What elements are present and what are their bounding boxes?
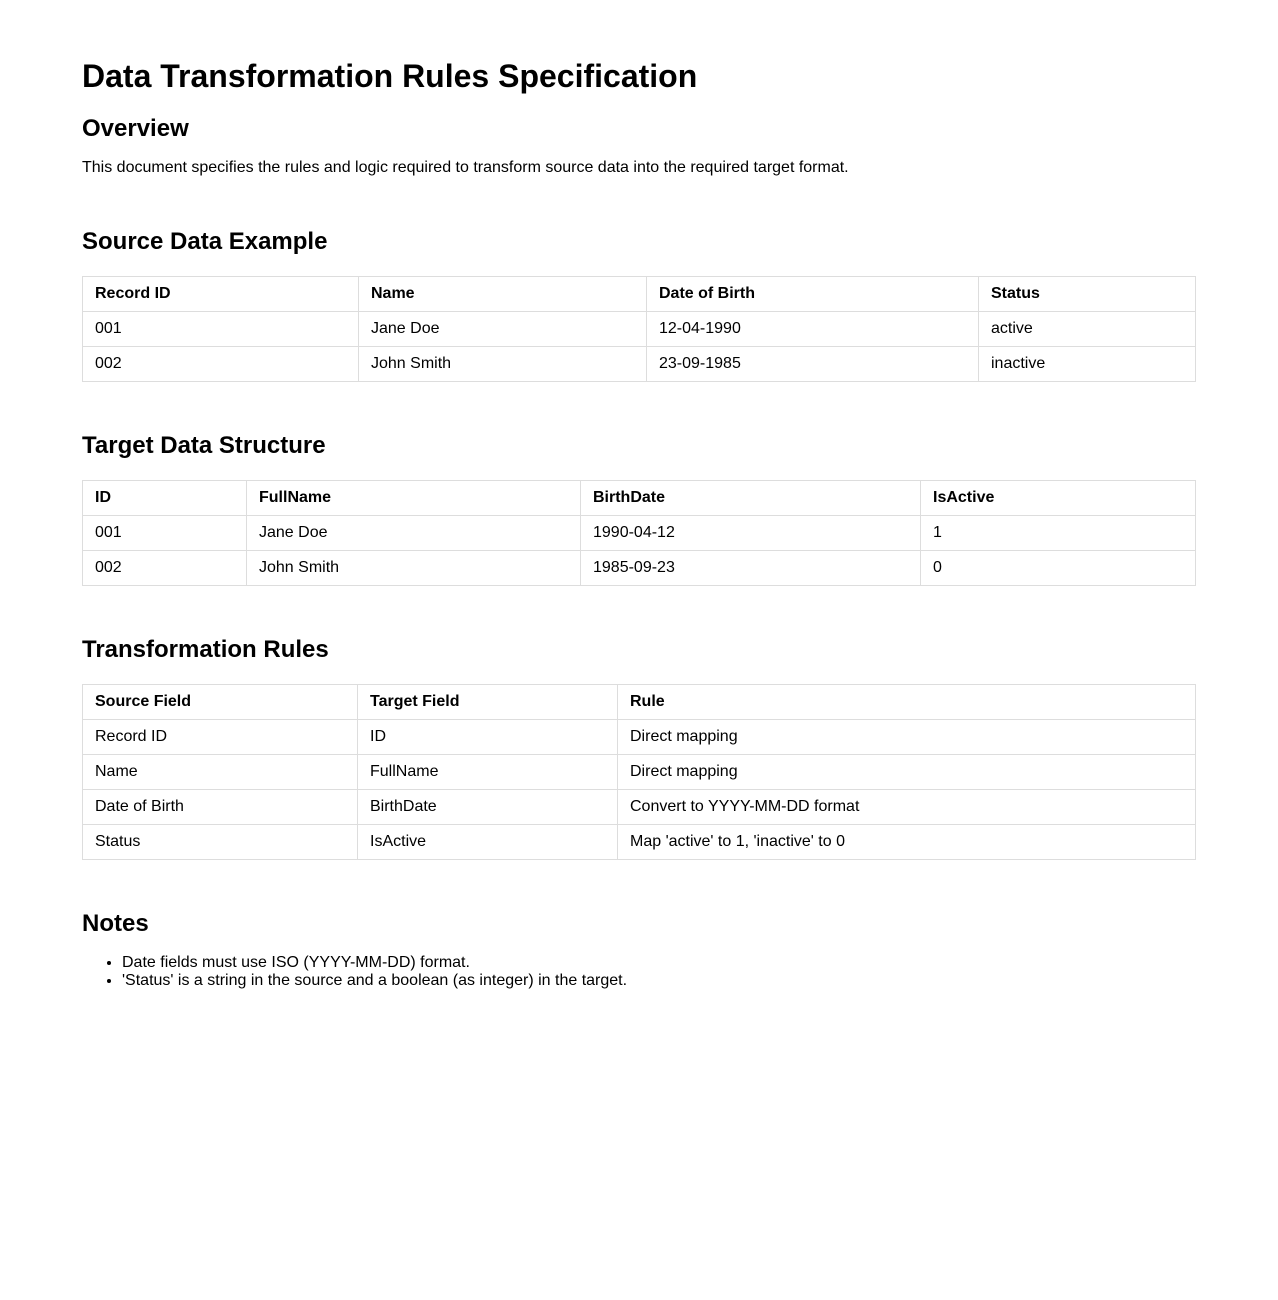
table-row (83, 825, 1196, 860)
table-cell: BirthDate (358, 790, 618, 825)
overview-text: This document specifies the rules and logic required to transform source data into the required target format. (82, 159, 849, 176)
column-header: Name (359, 277, 647, 312)
table-cell: Direct mapping (618, 720, 1196, 755)
table-cell: 1985-09-23 (581, 551, 921, 586)
table-row (83, 790, 1196, 825)
table-cell: 1990-04-12 (581, 516, 921, 551)
table-cell: 0 (921, 551, 1196, 586)
table-cell: ID (358, 720, 618, 755)
table-cell: Direct mapping (618, 755, 1196, 790)
table-cell: active (979, 312, 1196, 347)
source-table (82, 276, 1196, 382)
column-header: Source Field (83, 685, 358, 720)
table-cell: 23-09-1985 (647, 347, 979, 382)
column-header: Rule (618, 685, 1196, 720)
table-cell: Jane Doe (359, 312, 647, 347)
table-cell: John Smith (247, 551, 581, 586)
note-item: • Date fields must use ISO (YYYY-MM-DD) format. (122, 954, 1195, 972)
table-row (83, 720, 1196, 755)
table-cell: Convert to YYYY-MM-DD format (618, 790, 1196, 825)
column-header: Status (979, 277, 1196, 312)
note-item: • 'Status' is a string in the source and a boolean (as integer) in the target. (122, 972, 1195, 990)
table-cell: 12-04-1990 (647, 312, 979, 347)
table-cell: Map 'active' to 1, 'inactive' to 0 (618, 825, 1196, 860)
column-header: Date of Birth (647, 277, 979, 312)
table-cell: 002 (83, 551, 247, 586)
table-header-row (83, 277, 1196, 312)
table-cell: Date of Birth (83, 790, 358, 825)
table-cell: Name (83, 755, 358, 790)
table-row (83, 551, 1196, 586)
source-heading: Source Data Example (82, 228, 328, 255)
table-cell: John Smith (359, 347, 647, 382)
table-cell: FullName (358, 755, 618, 790)
target-heading: Target Data Structure (82, 432, 326, 459)
table-row (83, 312, 1196, 347)
column-header: ID (83, 481, 247, 516)
table-row (83, 347, 1196, 382)
column-header: FullName (247, 481, 581, 516)
rules-heading: Transformation Rules (82, 636, 329, 663)
notes-list (82, 954, 1195, 990)
table-header-row (83, 685, 1196, 720)
table-cell: Status (83, 825, 358, 860)
table-cell: Record ID (83, 720, 358, 755)
table-row (83, 516, 1196, 551)
table-header-row (83, 481, 1196, 516)
rules-table (82, 684, 1196, 860)
table-cell: 1 (921, 516, 1196, 551)
page-title: Data Transformation Rules Specification (82, 58, 698, 94)
target-table (82, 480, 1196, 586)
column-header: IsActive (921, 481, 1196, 516)
column-header: Record ID (83, 277, 359, 312)
column-header: Target Field (358, 685, 618, 720)
table-cell: 001 (83, 312, 359, 347)
table-row (83, 755, 1196, 790)
overview-heading: Overview (82, 115, 189, 142)
table-cell: Jane Doe (247, 516, 581, 551)
table-cell: 001 (83, 516, 247, 551)
table-cell: IsActive (358, 825, 618, 860)
table-cell: inactive (979, 347, 1196, 382)
notes-heading: Notes (82, 910, 149, 937)
column-header: BirthDate (581, 481, 921, 516)
table-cell: 002 (83, 347, 359, 382)
